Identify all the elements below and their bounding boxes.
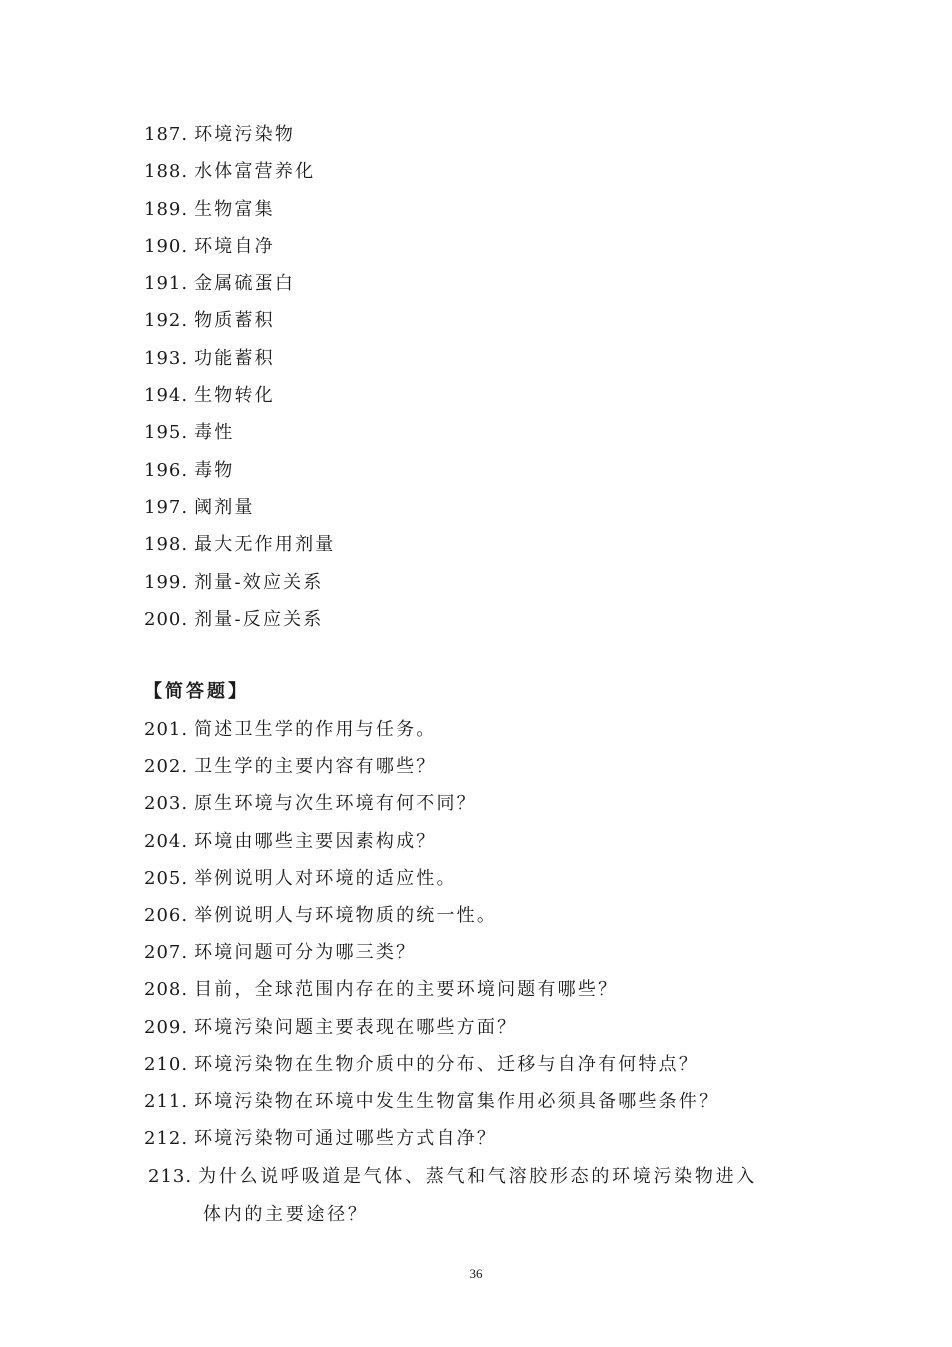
item-text: 卫生学的主要内容有哪些？: [194, 756, 437, 778]
item-text: 目前，全球范围内存在的主要环境问题有哪些？: [194, 979, 619, 1001]
item-text: 毒性: [194, 422, 235, 444]
list-item: [144, 860, 844, 897]
item-number: 187.: [144, 124, 189, 145]
item-text: 生物富集: [194, 198, 275, 220]
item-number: 199.: [144, 571, 189, 593]
item-number: 212.: [144, 1128, 189, 1150]
item-number: 204.: [144, 830, 189, 852]
item-text: 举例说明人对环境的适应性。: [194, 867, 457, 889]
item-text: 物质蓄积: [194, 310, 275, 332]
list-item: [144, 191, 844, 228]
item-text: 最大无作用剂量: [194, 534, 336, 556]
list-item: [144, 897, 844, 934]
item-text: 环境污染物在生物介质中的分布、迁移与自净有何特点？: [194, 1053, 700, 1075]
item-number: 200.: [144, 608, 189, 630]
list-item: [144, 340, 844, 377]
list-item: [144, 228, 844, 265]
item-text: 生物转化: [194, 385, 275, 407]
item-number: 209.: [144, 1016, 189, 1038]
list-item: [144, 971, 844, 1008]
page-number: 36: [469, 1266, 483, 1281]
item-text: 环境由哪些主要因素构成？: [194, 830, 437, 852]
item-text: 环境污染物在环境中发生生物富集作用必须具备哪些条件？: [194, 1090, 720, 1112]
item-number: 198.: [144, 534, 189, 556]
item-text: 环境污染物可通过哪些方式自净？: [194, 1128, 498, 1150]
section-heading: 【简答题】: [144, 681, 249, 702]
list-item: [144, 564, 844, 601]
list-item: [144, 414, 844, 451]
list-item: [144, 1009, 844, 1046]
list-item: [144, 711, 844, 748]
list-item: [144, 1083, 844, 1120]
item-text: 水体富营养化: [194, 161, 316, 183]
list-item: [144, 785, 844, 822]
question-list: [144, 711, 844, 1157]
item-number: 196.: [144, 459, 189, 481]
list-item: [144, 377, 844, 414]
list-item: [144, 1046, 844, 1083]
list-item: [144, 601, 844, 638]
item-text: 简述卫生学的作用与任务。: [194, 719, 437, 740]
item-text: 环境污染问题主要表现在哪些方面？: [194, 1016, 518, 1038]
item-number: 207.: [144, 942, 189, 964]
item-text: 剂量-反应关系: [194, 608, 324, 630]
list-item: [144, 489, 844, 526]
item-number: 213.: [148, 1166, 193, 1187]
list-item: [144, 1120, 844, 1157]
item-number: 188.: [144, 161, 189, 183]
list-item: [144, 116, 844, 153]
definition-list: [144, 116, 844, 638]
item-number: 202.: [144, 756, 189, 778]
item-number: 206.: [144, 904, 189, 926]
item-number: 192.: [144, 310, 189, 332]
item-number: 195.: [144, 422, 189, 444]
item-text-line-2: 体内的主要途径？: [203, 1204, 369, 1225]
item-number: 191.: [144, 273, 189, 295]
item-number: 190.: [144, 235, 189, 257]
item-text: 功能蓄积: [194, 347, 275, 369]
item-number: 197.: [144, 496, 189, 518]
item-number: 208.: [144, 979, 189, 1001]
item-text: 毒物: [194, 459, 235, 481]
item-text-line-1: 为什么说呼吸道是气体、蒸气和气溶胶形态的环境污染物进入: [198, 1166, 757, 1187]
item-number: 203.: [144, 793, 189, 815]
list-item: [144, 748, 844, 785]
list-item-multiline: [148, 1158, 828, 1234]
item-number: 189.: [144, 198, 189, 220]
item-number: 193.: [144, 347, 189, 369]
item-text: 举例说明人与环境物质的统一性。: [194, 904, 498, 926]
item-text: 环境自净: [194, 235, 275, 257]
item-number: 201.: [144, 719, 189, 740]
list-item: [144, 526, 844, 563]
item-number: 205.: [144, 867, 189, 889]
item-text: 环境问题可分为哪三类？: [194, 942, 417, 964]
list-item: [144, 153, 844, 190]
item-number: 194.: [144, 385, 189, 407]
item-text: 阈剂量: [194, 496, 255, 518]
list-item: [144, 452, 844, 489]
list-item: [144, 934, 844, 971]
item-text: 环境污染物: [194, 124, 296, 145]
list-item: [144, 302, 844, 339]
item-number: 210.: [144, 1053, 189, 1075]
list-item: [144, 265, 844, 302]
item-text: 金属硫蛋白: [194, 273, 296, 295]
list-item: [144, 823, 844, 860]
item-text: 原生环境与次生环境有何不同？: [194, 793, 477, 815]
item-text: 剂量-效应关系: [194, 571, 324, 593]
item-number: 211.: [144, 1090, 189, 1112]
